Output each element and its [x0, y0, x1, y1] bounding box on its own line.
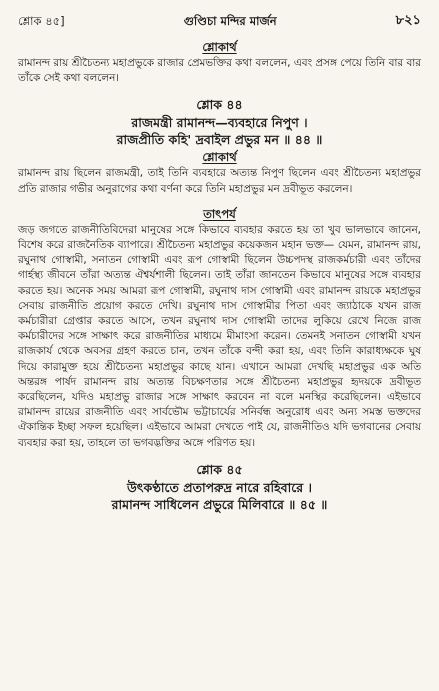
text-line: করতে দেখি। রঘুনাথ দাস গোস্বামীর পিতা এবং জ্যাঠাকে যখন রাজ কর্মচারীরা গ্রেপ্তার	[18, 299, 421, 328]
text-line: মহাপ্রভুর প্রতি রাজার গভীর অনুরাগের কথা বর্ণনা করে তিনি মহাপ্রভুর মন দ্রবীভূত	[18, 167, 422, 195]
text-line: তিনি বার বার তাঁকে সেই কথা বললেন।	[18, 57, 422, 85]
translation-heading: শ্লোকার্থ	[202, 150, 237, 165]
text-line: করতে আসে, তখন রঘুনাথ দাস গোস্বামী তাদের লুকিয়ে রেখে নিজে রাজ কর্মচারীদের	[18, 315, 421, 343]
text-line: বলে মনস্থির করেছিলেন। এইভাবে রামানন্দ রায়ের রাজনীতি এবং সার্বভৌম ভট্টাচার্যের	[18, 391, 421, 419]
verse-45-line-2: রামানন্দ সাধিলেন প্রভুরে মিলিবারে ॥ ৪৫ ॥	[111, 496, 328, 512]
text-line: সঙ্গে সাক্ষাৎ করে রাজনীতির মাধ্যমে মীমাংসা করেন। তেমনই সনাতন গোস্বামী যখন	[68, 330, 421, 343]
page-number: ৮২১	[395, 13, 421, 28]
text-line: যেমন, রামানন্দ রায়, রঘুনাথ গোস্বামী, সনাতন গোস্বামী এবং রূপ গোস্বামী ছিলেন	[18, 239, 421, 267]
text-line: কারাধ্যক্ষকে ঘুষ দিয়ে কারামুক্ত হয়ে শ্রীচৈতন্য মহাপ্রভুর কাছে যান। এখানে আমরা	[18, 345, 421, 373]
text-line: করলেন।	[317, 182, 353, 195]
text-line: সনির্বন্ধ অনুরোধ এবং অন্য সমস্ত ভক্তদের ঐকান্তিক ইচ্ছা সফল হয়েছিল। এইভাবে	[18, 406, 421, 434]
text-line: মহাপ্রভুর হৃদয়কে দ্রবীভূত করেছিলেন, যদিও মহাপ্রভু রাজার সঙ্গে সাক্ষাৎ করবেন না	[18, 375, 421, 404]
text-line: আমরা দেখতে পাই যে, রাজনীতিও যদি ভগবানের সেবায় ব্যবহার করা হয়, তাহলে	[18, 421, 421, 449]
translation-text-2	[18, 166, 421, 196]
text-line: জানেন, বিশেষ করে রাজনৈতিক ব্যাপারে। শ্রীচৈতন্য মহাপ্রভুর কয়েকজন মহান ভক্ত—	[18, 223, 421, 252]
text-line: রামানন্দ রায় শ্রীচৈতন্য মহাপ্রভুকে রাজার প্রেমভক্তির কথা বললেন, এবং প্রসঙ্গ পেয়ে	[18, 57, 362, 69]
text-line: রামানন্দ রায় ছিলেন রাজমন্ত্রী, তাই তিনি ব্যবহারে অত্যন্ত নিপুণ ছিলেন এবং শ্রীচৈতন্য	[18, 167, 382, 180]
verse-44-line-1: রাজমন্ত্রী রামানন্দ—ব্যবহারে নিপুণ ।	[131, 115, 308, 131]
verse-45-title: শ্লোক ৪৫	[196, 461, 243, 477]
verse-44-title: শ্লোক ৪৪	[196, 97, 243, 113]
text-line: তাঁরা জানতেন কিভাবে মানুষের সঙ্গে ব্যবহার করতে হয়। অনেক সময় আমরা রূপ	[18, 269, 421, 297]
running-header	[18, 14, 421, 30]
header-verse-ref: শ্লোক ৪৫]	[18, 14, 65, 28]
text-line: উচ্চপদস্থ রাজকর্মচারী এবং তাঁদের গার্হস্থ্য জীবনে তাঁরা অত্যন্ত ঐশ্বর্যশালী ছিলেন। তাই	[18, 254, 421, 282]
purport-heading: তাৎপর্য	[203, 206, 236, 221]
text-line: দেখছি মহাপ্রভুর এক অতি অন্তরঙ্গ পার্ষদ রামানন্দ রায় অত্যন্ত বিচক্ষণতার সঙ্গে শ্রীচৈতন্য	[18, 360, 422, 388]
verse-45-line-1: উৎকণ্ঠাতে প্রতাপরুদ্র নারে রহিবারে ।	[127, 479, 312, 495]
purport-text	[18, 223, 421, 451]
translation-text-1	[18, 56, 421, 86]
text-line: রাজকার্য থেকে অবসর গ্রহণ করতে চান, তখন তাঁকে বন্দী করা হয়, এবং তিনি	[18, 345, 352, 358]
verse-44-line-2: রাজপ্রীতি কহি' দ্রবাইল প্রভুর মন ॥ ৪৪ ॥	[116, 132, 323, 148]
text-line: তা ভগবদ্ভক্তির অঙ্গে পরিণত হয়।	[119, 436, 256, 449]
text-line: জড় জগতে রাজনীতিবিদেরা মানুষের সঙ্গে কিভাবে ব্যবহার করতে হয় তা খুব ভালভাবে	[18, 223, 385, 236]
header-chapter-title: গুণ্ডিচা মন্দির মার্জন	[183, 14, 277, 28]
text-line: গোস্বামী, রঘুনাথ দাস গোস্বামী এবং রামানন্দ রায়কে মহাপ্রভুর সেবায় রাজনীতি প্রয়োগ	[18, 284, 421, 312]
translation-heading: শ্লোকার্থ	[202, 40, 237, 54]
